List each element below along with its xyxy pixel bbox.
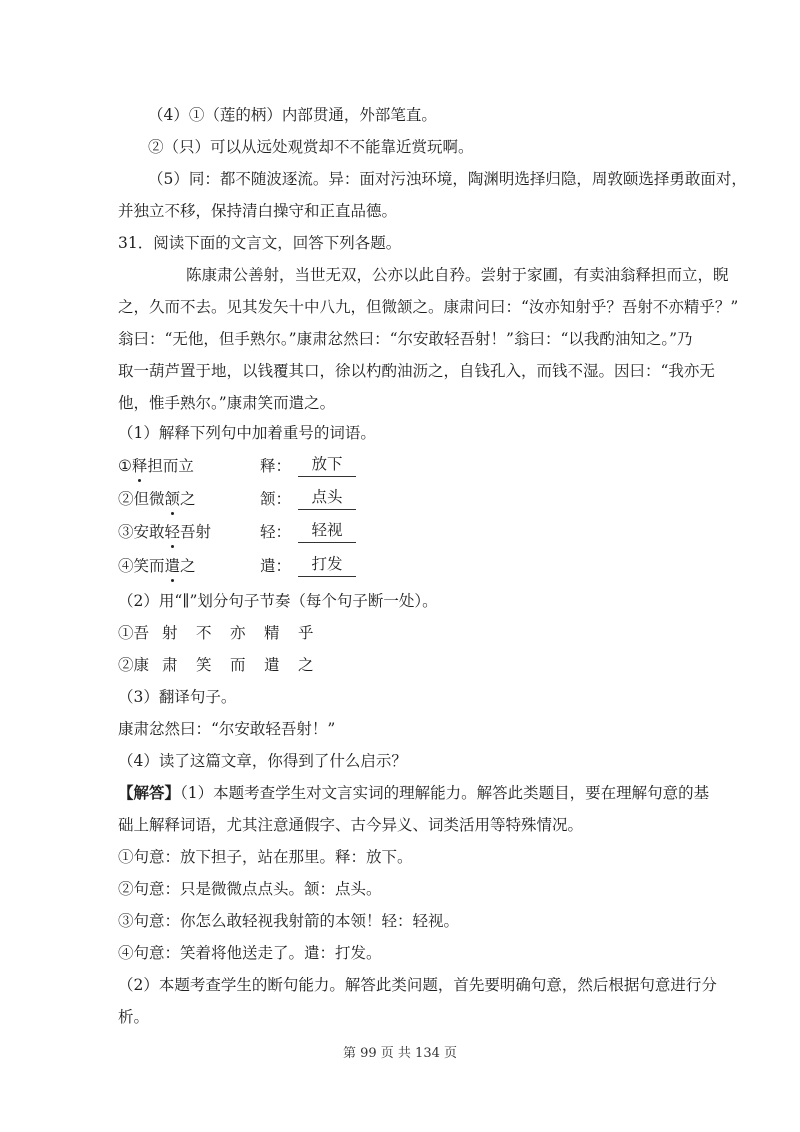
answer-line: 础上解释词语，尤其注意通假字、古今异义、词类活用等特殊情况。 — [118, 816, 584, 834]
answer-line: ②句意：只是微微点点头。颔：点头。 — [118, 880, 382, 898]
passage-line: 他，惟手熟尔。”康肃笑而遣之。 — [118, 394, 336, 412]
prev-answer-line: （5）同：都不随波逐流。异：面对污浊环境，陶渊明选择归隐，周敦颐选择勇敢面对， — [148, 170, 747, 188]
vocab-word: 遣： — [260, 557, 292, 575]
page-footer: 第 99 页 共 134 页 — [342, 1046, 458, 1061]
vocab-answer: 轻视 — [298, 519, 356, 543]
prev-answer-line: （4）①（莲的柄）内部贯通，外部笔直。 — [148, 106, 437, 124]
rhythm-sentence: ②康 肃 笑 而 遣 之 — [118, 656, 314, 674]
passage-line: 之，久而不去。见其发矢十中八九，但微颔之。康肃问曰：“汝亦知射乎？吾射不亦精乎？” — [118, 298, 739, 316]
sub-question-1-prompt: （1）解释下列句中加着重号的词语。 — [118, 424, 376, 442]
sub-question-2-prompt: （2）用“∥”划分句子节奏（每个句子断一处）。 — [118, 592, 438, 610]
emphasis-dot-char: 释 — [131, 457, 148, 475]
rhythm-sentence: ①吾 射 不 亦 精 乎 — [118, 624, 314, 642]
translate-sentence: 康肃忿然曰：“尔安敢轻吾射！” — [118, 720, 336, 738]
sub-question-4-prompt: （4）读了这篇文章，你得到了什么启示？ — [118, 752, 407, 770]
answer-line: ④句意：笑着将他送走了。遣：打发。 — [118, 944, 382, 962]
vocab-item: ③安敢轻吾射 — [118, 523, 212, 541]
answer-tag: 【解答】 — [118, 783, 181, 802]
question-header: 31．阅读下面的文言文，回答下列各题。 — [118, 234, 402, 252]
emphasis-dot-char: 颔 — [164, 490, 181, 508]
passage-line: 陈康肃公善射，当世无双，公亦以此自矜。尝射于家圃，有卖油翁释担而立，睨 — [186, 266, 729, 284]
vocab-word: 颔： — [260, 490, 292, 508]
passage-line: 取一葫芦置于地，以钱覆其口，徐以杓酌油沥之，自钱孔入，而钱不湿。因曰：“我亦无 — [118, 362, 715, 380]
vocab-answer: 点头 — [298, 486, 356, 510]
vocab-item: ①释担而立 — [118, 457, 194, 475]
answer-line: 析。 — [118, 1008, 150, 1026]
answer-line: 【解答】（1）本题考查学生对文言实词的理解能力。解答此类题目，要在理解句意的基 — [118, 783, 710, 802]
answer-line: ③句意：你怎么敢轻视我射箭的本领！轻：轻视。 — [118, 912, 460, 930]
prev-answer-line: 并独立不移，保持清白操守和正直品德。 — [118, 202, 398, 220]
vocab-item: ②但微颔之 — [118, 490, 196, 508]
answer-line: （2）本题考查学生的断句能力。解答此类问题，首先要明确句意，然后根据句意进行分 — [118, 976, 717, 994]
vocab-item: ④笑而遣之 — [118, 557, 196, 575]
passage-line: 翁曰：“无他，但手熟尔。”康肃忿然曰：“尔安敢轻吾射！”翁曰：“以我酌油知之。”乃 — [118, 330, 693, 348]
answer-line: ①句意：放下担子，站在那里。释：放下。 — [118, 848, 413, 866]
prev-answer-line: ②（只）可以从远处观赏却不不能靠近赏玩啊。 — [148, 138, 474, 156]
vocab-word: 释： — [260, 457, 292, 475]
vocab-word: 轻： — [260, 523, 292, 541]
vocab-answer: 放下 — [298, 453, 356, 477]
vocab-answer: 打发 — [298, 553, 356, 577]
emphasis-dot-char: 轻 — [164, 523, 181, 541]
emphasis-dot-char: 遣 — [164, 557, 181, 575]
sub-question-3-prompt: （3）翻译句子。 — [118, 688, 237, 706]
